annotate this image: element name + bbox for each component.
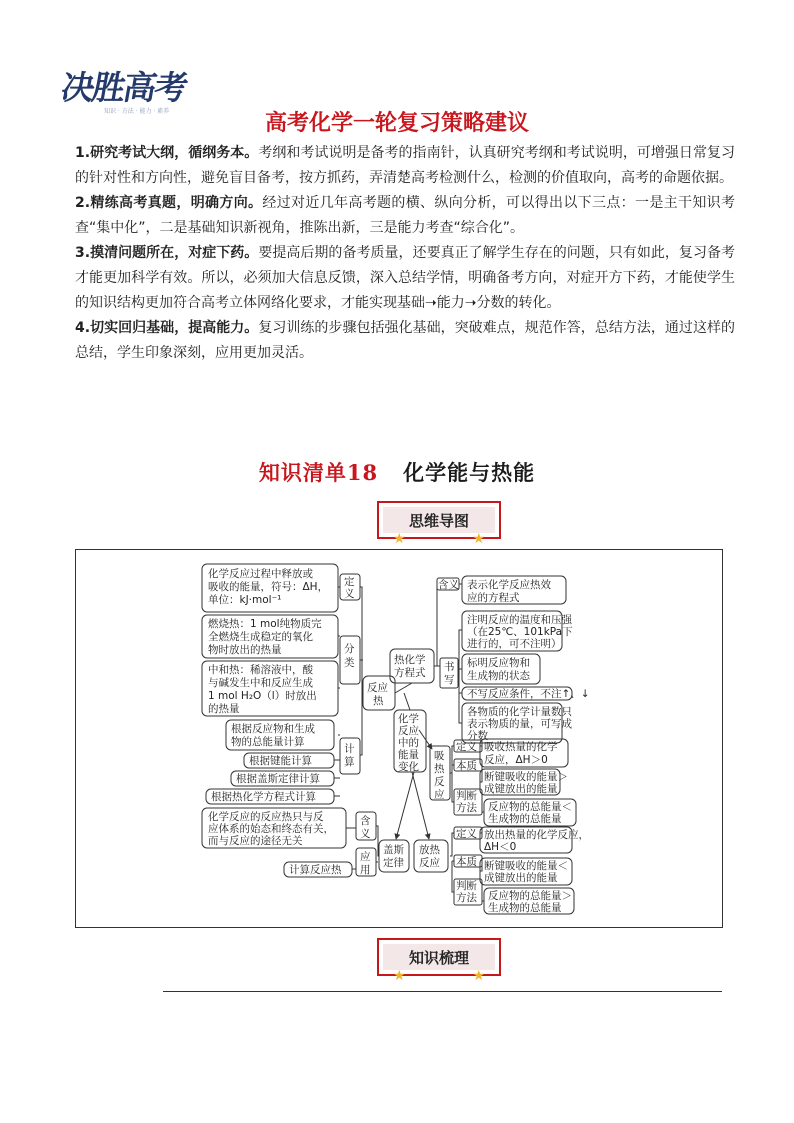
label-classification: 分类 bbox=[344, 643, 355, 669]
mindmap-badge-label: 思维导图 bbox=[383, 507, 495, 533]
review-badge bbox=[377, 938, 501, 984]
node-calc-eq: 根据热化学方程式计算 bbox=[211, 791, 316, 803]
label-endo-nature: 本质 bbox=[456, 760, 477, 772]
point-heading: 1.研究考试大纲，循纲务本。 bbox=[75, 145, 259, 161]
node-endo: 吸热反应 bbox=[434, 750, 445, 801]
label-hess-application: 应用 bbox=[360, 851, 371, 876]
label-writing: 书写 bbox=[444, 661, 455, 686]
strategy-point bbox=[75, 191, 735, 241]
star-icon: ★ bbox=[472, 968, 485, 984]
node-te-write-3: 不写反应条件，不注↑、↓ bbox=[467, 688, 590, 700]
mindmap-frame bbox=[75, 549, 723, 928]
point-text: 经过对近几年高考题的横、纵向分析，可以得出以下三点：一是主干知识考查“集中化”，二是基础知识新视角，推陈出新，三是能力考查“综合化”。 bbox=[75, 195, 735, 236]
node-combustion: 燃烧热：1 mol纯物质完全燃烧生成稳定的氧化物时放出的热量 bbox=[208, 618, 322, 656]
page-title: 高考化学一轮复习策略建议 bbox=[264, 111, 529, 136]
node-hess-app: 计算反应热 bbox=[289, 864, 342, 876]
mindmap-badge bbox=[377, 501, 501, 547]
divider bbox=[163, 991, 722, 992]
node-te-write-4: 各物质的化学计量数只表示物质的量，可写成分数 bbox=[467, 706, 572, 742]
star-icon: ★ bbox=[393, 968, 406, 984]
label-endo-definition: 定义 bbox=[456, 741, 477, 753]
section-title bbox=[0, 457, 794, 487]
point-text: 要提高后期的备考质量，还要真正了解学生存在的问题，只有如此，复习备考才能更加科学有效。所以，必须加大信息反馈，深入总结学情，明确备考方向，对症开方下药，才能使学生的知识结构更加符合高考立体网络化要求，才能实现基础➝能力➝分数的转化。 bbox=[75, 245, 735, 311]
section-number: 知识清单18 bbox=[258, 460, 379, 485]
point-text: 考纲和考试说明是备考的指南针，认真研究考纲和考试说明，可增强日常复习的针对性和方向性，避免盲目备考，按方抓药，弄清楚高考检测什么，检测的价值取向，高考的命题依据。 bbox=[75, 145, 735, 186]
node-reaction-heat: 反应热 bbox=[367, 682, 388, 707]
node-rh-def: 化学反应过程中释放或吸收的能量，符号：ΔH，单位：kJ·mol⁻¹ bbox=[208, 568, 329, 606]
node-exo-nature: 断键吸收的能量＜成键放出的能量 bbox=[484, 860, 568, 884]
strategy-points bbox=[75, 141, 735, 366]
label-hess-meaning: 含义 bbox=[360, 815, 371, 840]
node-center: 化学反应中的能量变化 bbox=[398, 713, 419, 773]
logo-subtext: 知识 · 方法 · 能力 · 素养 bbox=[104, 108, 170, 115]
node-thermo-eq: 热化学方程式 bbox=[394, 654, 426, 679]
node-neutral: 中和热：稀溶液中，酸与碱发生中和反应生成 1 mol H₂O（l）时放出的热量 bbox=[208, 664, 317, 715]
node-exo-judge: 反应物的总能量＞生成物的总能量 bbox=[488, 890, 572, 914]
point-text: 复习训练的步骤包括强化基础，突破难点，规范作答，总结方法，通过这样的总结，学生印象深刻，应用更加灵活。 bbox=[75, 320, 735, 361]
label-exo-nature: 本质 bbox=[456, 856, 477, 868]
strategy-point bbox=[75, 241, 735, 316]
node-calc-energy: 根据反应物和生成物的总能量计算 bbox=[231, 723, 315, 748]
strategy-point bbox=[75, 316, 735, 366]
node-endo-nature: 断键吸收的能量＞成键放出的能量 bbox=[484, 771, 568, 795]
node-calc-bond: 根据键能计算 bbox=[249, 755, 312, 767]
label-exo-judge: 判断方法 bbox=[456, 880, 477, 904]
review-badge-label: 知识梳理 bbox=[383, 944, 495, 970]
logo-text: 决胜高考 bbox=[58, 68, 190, 107]
node-te-write-2: 标明反应物和生成物的状态 bbox=[467, 657, 530, 682]
point-heading: 4.切实回归基础，提高能力。 bbox=[75, 320, 259, 336]
node-exo-def: 放出热量的化学反应， ΔH＜0 bbox=[484, 829, 589, 853]
node-calc-hess: 根据盖斯定律计算 bbox=[236, 773, 320, 785]
node-endo-judge: 反应物的总能量＜生成物的总能量 bbox=[488, 801, 572, 825]
point-heading: 2.精练高考真题，明确方向。 bbox=[75, 195, 263, 211]
mindmap-diagram bbox=[76, 550, 724, 929]
label-exo-definition: 定义 bbox=[456, 828, 477, 840]
star-icon: ★ bbox=[472, 531, 485, 547]
node-te-meaning: 表示化学反应热效应的方程式 bbox=[467, 579, 551, 604]
point-heading: 3.摸清问题所在，对症下药。 bbox=[75, 245, 259, 261]
label-endo-judge: 判断方法 bbox=[456, 790, 477, 814]
node-exo: 放热反应 bbox=[419, 844, 440, 869]
node-hess-meaning: 化学反应的反应热只与反应体系的始态和终态有关，而与反应的途径无关 bbox=[208, 811, 334, 847]
label-calculation: 计算 bbox=[344, 743, 355, 768]
node-hess: 盖斯定律 bbox=[383, 844, 404, 869]
label-definition: 定义 bbox=[344, 576, 355, 600]
star-icon: ★ bbox=[393, 531, 406, 547]
node-te-write-1: 注明反应的温度和压强（在25℃、101kPa下进行的，可不注明） bbox=[467, 614, 573, 650]
node-endo-def: 吸收热量的化学反应，ΔH＞0 bbox=[484, 741, 558, 766]
section-name: 化学能与热能 bbox=[403, 460, 536, 485]
strategy-point bbox=[75, 141, 735, 191]
label-meaning: 含义 bbox=[438, 579, 459, 591]
